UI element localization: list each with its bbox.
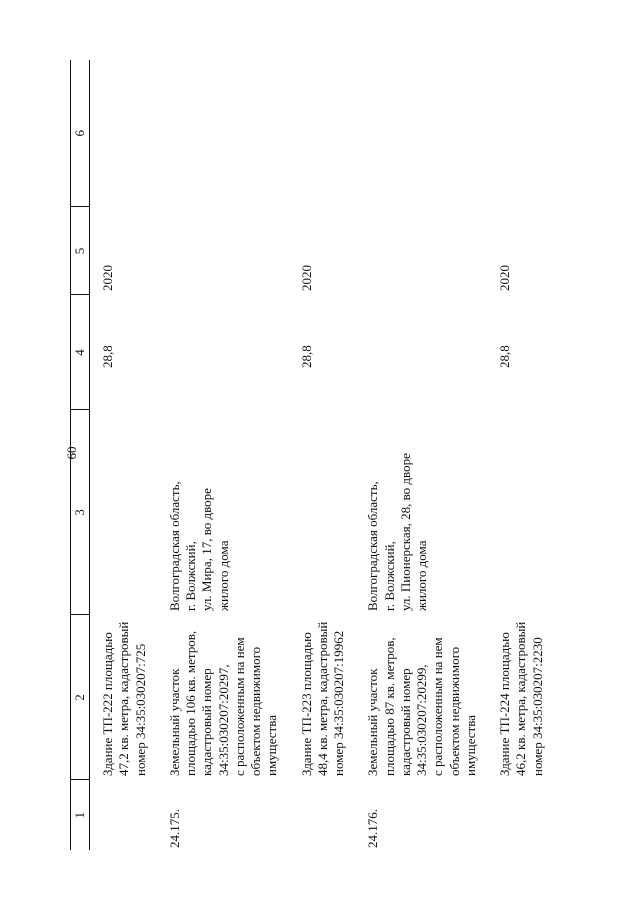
object-address-line: ул. Мира, 17, во дворе: [199, 488, 215, 611]
object-address: [289, 410, 356, 615]
object-description-line: 34:35:030207:20297,: [215, 664, 231, 776]
object-address-line: Волгоградская область,: [365, 481, 381, 611]
object-description-line: площадью 106 кв. метров,: [183, 630, 198, 776]
object-description-line: Здание ТП-223 площадью: [298, 632, 314, 776]
page-number: 60: [64, 446, 79, 460]
object-address-line: Волгоградская область,: [166, 481, 182, 611]
object-description: [487, 615, 554, 780]
object-description: [90, 615, 157, 780]
value-cell: 28,8: [497, 345, 512, 368]
column-header-4: 4: [71, 295, 90, 410]
column-header-5: 5: [71, 207, 90, 295]
note-cell: [487, 60, 554, 207]
value-cell: 28,8: [298, 345, 314, 368]
column-header-3: 3: [71, 410, 90, 615]
object-description-line: 47,2 кв. метра, кадастровый: [116, 621, 132, 776]
value-cell: 28,8: [100, 345, 115, 368]
object-address-line: г. Волжский,: [183, 541, 198, 611]
column-header-6: 6: [71, 60, 90, 207]
note-cell: [355, 60, 487, 207]
table-row: [157, 60, 289, 850]
object-description-line: номер 34:35:030207:2230: [529, 637, 545, 776]
year-cell: 2020: [298, 265, 314, 291]
object-address: [157, 410, 289, 615]
row-number: [487, 780, 554, 850]
object-address-line: ул. Пионерская, 28, во дворе: [397, 453, 413, 611]
object-description-line: объектом недвижимого: [446, 646, 462, 776]
object-address-line: жилого дома: [414, 540, 429, 611]
table-row: [289, 60, 356, 850]
object-description-line: кадастровый номер: [199, 668, 215, 776]
object-description-line: 46,2 кв. метра, кадастровый: [513, 621, 529, 776]
object-description-line: Земельный участок: [166, 668, 182, 776]
header-row: [71, 60, 90, 850]
table-row: [355, 60, 487, 850]
object-description-line: номер 34:35:030207:725: [132, 643, 148, 776]
object-description-line: кадастровый номер: [397, 668, 413, 776]
object-description: [157, 615, 289, 780]
note-cell: [157, 60, 289, 207]
object-description-line: площадью 87 кв. метров,: [381, 637, 397, 776]
table-row: [90, 60, 157, 850]
year-cell: [355, 207, 487, 295]
note-cell: [90, 60, 157, 207]
year-cell: [157, 207, 289, 295]
object-description-line: 34:35:030207:20299,: [414, 664, 429, 776]
row-number: 24.175.: [166, 809, 182, 848]
object-description-line: с расположенным на нем: [430, 637, 446, 776]
table-row: [487, 60, 554, 850]
object-address-line: жилого дома: [215, 540, 231, 611]
table-body: [90, 60, 554, 850]
row-number: [289, 780, 356, 850]
object-description-line: объектом недвижимого: [248, 646, 263, 776]
object-description-line: имущества: [462, 715, 478, 776]
object-address: [355, 410, 487, 615]
row-number: [90, 780, 157, 850]
object-description: [289, 615, 356, 780]
object-description-line: Земельный участок: [365, 668, 381, 776]
year-cell: 2020: [100, 265, 115, 291]
object-description-line: с расположенным на нем: [231, 637, 247, 776]
object-description-line: имущества: [264, 715, 280, 776]
row-number: 24.176.: [365, 809, 381, 848]
value-cell: [355, 295, 487, 410]
object-address: [90, 410, 157, 615]
object-address: [487, 410, 554, 615]
column-header-2: 2: [71, 615, 90, 780]
property-table: [70, 60, 554, 850]
year-cell: 2020: [497, 265, 512, 291]
value-cell: [157, 295, 289, 410]
object-description-line: Здание ТП-222 площадью: [100, 632, 115, 776]
note-cell: [289, 60, 356, 207]
object-description-line: Здание ТП-224 площадью: [497, 632, 512, 776]
column-header-1: 1: [71, 780, 90, 850]
object-description-line: 48,4 кв. метра, кадастровый: [314, 621, 330, 776]
object-description: [355, 615, 487, 780]
object-address-line: г. Волжский,: [381, 541, 397, 611]
rotated-table-container: [70, 60, 610, 850]
object-description-line: номер 34:35:030207:19962: [331, 630, 346, 776]
